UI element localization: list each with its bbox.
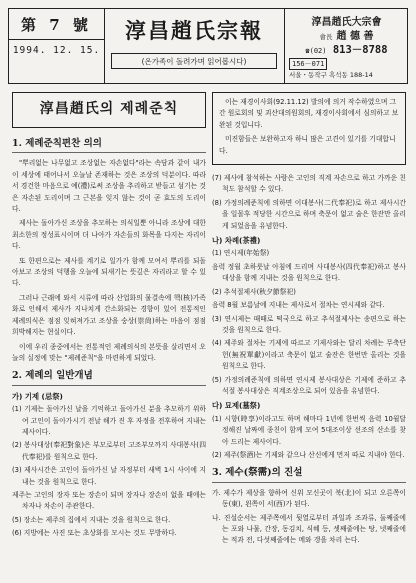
publisher-person: [285, 27, 408, 42]
publisher-name: 趙 德 善: [336, 31, 374, 42]
issue-date: 1994. 12. 15.: [12, 45, 101, 56]
subheading-myoje: 다) 묘제(墓祭): [212, 401, 261, 411]
newsletter-subtitle: (온가족이 돌려가며 읽어봅시다): [111, 53, 277, 69]
postal-code: 156－071: [289, 58, 327, 70]
list-item: 음력 정월 초하룻날 아침에 드리며 사대봉사(四代奉祀)하고 봉사대상을 함께 지내는 것을 원칙으로 한다.: [212, 262, 406, 283]
masthead: [8, 8, 408, 84]
issue-number: 第 7 號: [9, 9, 104, 40]
title-box: [105, 9, 283, 83]
list-item: (1) 기제는 돌아가신 날을 기억하고 돌아가신 분을 추모하기 위하여 고인이 돌아가시기 전날 해가 진 후 자정을 전후하여 지내는 제사이다.: [12, 405, 206, 436]
list-item: 제주는 고인의 장자 또는 장손이 되며 장자나 장손이 없을 때에는 차자나 차손이 주관한다.: [12, 490, 206, 511]
list-item: (2) 봉사대상(奉祀對象)은 부모로부터 고조부모까지 사대봉사(四代奉祀)를 원칙으로 한다.: [12, 441, 206, 461]
section-1-paragraph: 그러나 근래에 와서 시류에 따라 산업화의 물결속에 핵(核)가족화로 인해서 제사가 지나치게 간소화되는 경향이 있어 전통적인 제례의식은 점점 잊혀져가고 조상을 숭상(崇尙)하는 마음이 점점 희박해지는 현실이다.: [12, 293, 206, 337]
section-1-paragraph: 제사는 돌아가신 조상을 추모하는 의식일뿐 아니라 조상에 대한 최소한의 정성표시이며 더 나아가 자손들의 화목을 다지는 자리이다.: [12, 219, 206, 251]
list-item: 나. 진설순서는 제주쪽에서 뒷열로부터 과일과 조과류, 둘째줄에는 포와 나물, 간장, 동김치, 식혜 등, 셋째줄에는 탕, 넷째줄에는 적과 전, 다섯째줄에는 메와 갱을 차리 는다.: [212, 513, 406, 545]
list-item: 가. 제수가 제상을 향하여 신위 모신곳이 북(北)이 되고 오른쪽이 동(東), 왼쪽이 서(西)가 된다.: [212, 488, 406, 509]
notice-paragraph: 미진함들은 보완하고자 하니 많은 고견이 있기를 기대합니다.: [219, 135, 396, 155]
list-item: (6) 지방에는 사진 또는 초상화를 모시는 것도 무방하다.: [12, 529, 177, 538]
section-1-paragraph: 또 한편으로는 제사를 계기로 일가가 함께 모여서 뿌리를 되돌아보고 조상의 덕행을 오늘에 되새기는 뜻깊은 자리라고 할 수 있다.: [12, 256, 206, 288]
publisher-organization: 淳昌趙氏大宗會: [311, 17, 382, 28]
section-1-title: 1. 제례준칙편찬 의의: [12, 138, 206, 153]
list-item: (8) 가정의례준칙에 의하면 이대봉사(二代奉祀)로 하고 제사시간을 일몰후 적당한 시간으로 하며 축문이 없고 술은 한잔만 올리게 되었음을 유념한다.: [212, 198, 406, 230]
publisher-address: 서울・동작구 흑석동 188-14: [289, 71, 373, 79]
article-heading: 淳昌趙氏의 제례준칙: [12, 92, 206, 128]
list-item: (1) 연시제(年始祭): [212, 249, 270, 258]
section-2-title: 2. 제례의 일반개념: [12, 370, 206, 385]
list-item: (5) 가정의례준칙에 의하면 연시제 봉사대상은 기제에 준하고 추석절 봉사대상은 직계조상으로 되어 있음을 유념한다.: [212, 375, 406, 395]
list-item: (2) 제주(祭酒)는 기제와 같으나 산신에게 먼저 따로 지내야 한다.: [212, 450, 405, 459]
subheading-charye: 나) 차례(茶禮): [212, 236, 261, 246]
list-item: (7) 제사에 참석하는 사람은 고인의 직계 자손으로 하고 가까운 친척도 참석할 수 있다.: [212, 174, 406, 194]
list-item: (2) 추석절제사(秋夕節祭祀): [212, 287, 296, 296]
list-item: (3) 제사시간은 고인이 돌아가신 날 자정부터 새벽 1시 사이에 지내는 것을 원칙으로 한다.: [12, 466, 206, 486]
section-1-paragraph: "뿌리없는 나무없고 조상없는 자손없다"라는 속담과 같이 내가 이 세상에 태어나서 오늘날 존재하는 것은 조상의 덕분이다. 따라서 경건한 마음으로 예(禮)로써 조상을 추리하고 받들고 섬기는 것은 자손된 도리이며 그 근본을 잊지 않는 것이 곧 효도의 도리이다.: [12, 159, 206, 214]
notice-paragraph: 이는 재경이사회(92.11.12) 발의에 의거 작수하였으며 그간 원로회의 및 괴산대의원회의, 재경이사회에서 심의하고 보완된 것입니다.: [219, 98, 399, 129]
list-item: (5) 장소는 제주의 집에서 지내는 것을 원칙으로 한다.: [12, 515, 171, 524]
list-item: (1) 시향(時享)이라고도 하며 해마다 1년에 한번씩 음력 10월달 정해진 날짜에 종친이 함께 모여 5대조이상 선조의 산소를 찾아 드리는 제사이다.: [212, 414, 406, 446]
phone-area-code: ☎(02): [305, 47, 327, 55]
list-item: (4) 제주와 절차는 기제에 따르고 기제사와는 달리 차례는 무축단헌(無祝單獻)이라고 축문이 없고 술잔은 한번만 올리는 것을 원칙으로 한다.: [212, 339, 406, 371]
issue-box: [9, 9, 105, 83]
notice-box: [212, 92, 406, 165]
section-1-paragraph: 이에 우리 종중에서는 전통적인 제례의식의 본뜻을 살리면서 오늘의 실정에 맞는 "제례준칙"을 마련하게 되었다.: [12, 342, 206, 362]
list-item: (3) 연시제는 때때로 떡국으로 하고 추석절제사는 송편으로 하는 것을 원칙으로 한다.: [212, 314, 406, 334]
section-3-title: 3. 제수(祭需)의 진설: [212, 467, 406, 482]
left-column: [12, 92, 206, 542]
publisher-box: [284, 9, 408, 83]
newsletter-title: 淳昌趙氏宗報: [125, 18, 263, 43]
right-column: [212, 92, 406, 549]
section-2-subheading: 가) 기제 (忌祭): [12, 391, 63, 401]
publisher-role: 會長: [319, 33, 333, 41]
list-item: 음력 8월 보름날에 지내는 제사로서 절차는 연시제와 같다.: [212, 301, 385, 310]
phone-number: 813－8788: [332, 44, 388, 56]
publisher-phone: [285, 42, 408, 57]
